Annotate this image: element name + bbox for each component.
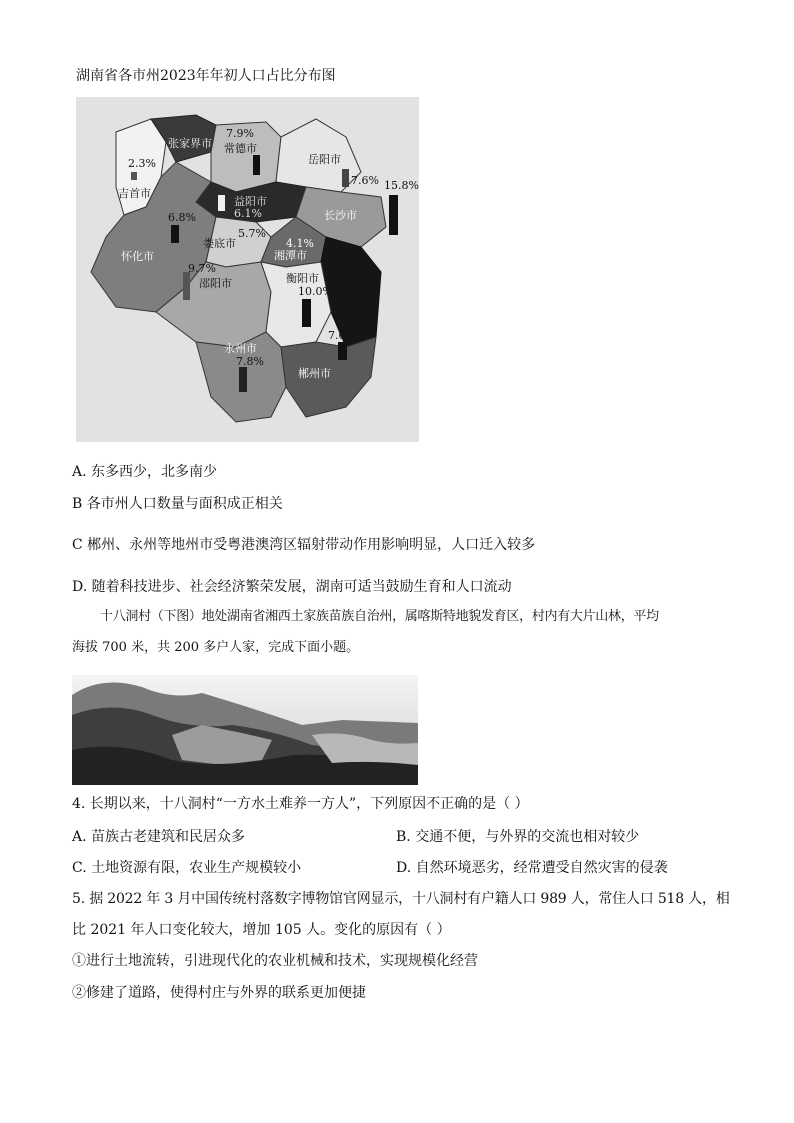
bar-hengyang	[302, 299, 311, 327]
city-pct-shaoyang: 9.7%	[188, 262, 216, 275]
city-label-yongzhou: 永州市	[224, 342, 257, 355]
city-label-chenzhou: 郴州市	[298, 367, 331, 380]
bar-huaihua	[171, 225, 179, 243]
city-label-changde: 常德市	[224, 142, 257, 155]
q4-option-d: D. 自然环境恶劣，经常遭受自然灾害的侵袭	[396, 860, 668, 876]
city-pct-loudi: 5.7%	[238, 227, 266, 240]
q3-option-c: C 郴州、永州等地州市受粤港澳湾区辐射带动作用影响明显，人口迁入较多	[72, 537, 536, 553]
bar-yongzhou	[239, 367, 247, 392]
city-label-jishou: 吉首市	[118, 187, 151, 200]
q5-item-2: ②修建了道路，使得村庄与外界的联系更加便捷	[72, 985, 366, 1001]
q4-option-c: C. 土地资源有限，农业生产规模较小	[72, 860, 302, 876]
q5-stem-line-1: 5. 据 2022 年 3 月中国传统村落数字博物馆官网显示，十八洞村有户籍人口 989 人，常住人口 518 人，相	[72, 891, 730, 907]
city-label-yiyang: 益阳市	[234, 195, 267, 208]
city-pct-xiangtan: 4.1%	[286, 237, 314, 250]
city-pct-changde: 7.9%	[226, 127, 254, 140]
city-pct-hengyang: 10.0%	[298, 285, 333, 298]
q3-option-d: D. 随着科技进步、社会经济繁荣发展，湖南可适当鼓励生育和人口流动	[72, 579, 512, 595]
city-label-changsha: 长沙市	[324, 209, 357, 222]
q4-stem: 4. 长期以来，十八洞村“一方水土难养一方人”，下列原因不正确的是（ ）	[72, 796, 529, 812]
q4-option-a: A. 苗族古老建筑和民居众多	[72, 829, 246, 845]
bar-jishou	[131, 172, 137, 180]
bar-yueyang	[342, 169, 349, 187]
map-title: 湖南省各市州2023年年初人口占比分布图	[76, 68, 336, 84]
passage-line-1: 十八洞村（下图）地处湖南省湘西土家族苗族自治州，属喀斯特地貌发育区，村内有大片山林，平均	[100, 609, 659, 624]
city-label-xiangtan: 湘潭市	[274, 249, 307, 262]
city-pct-changsha: 15.8%	[384, 179, 419, 192]
city-pct-yiyang: 6.1%	[234, 207, 262, 220]
q3-option-b: B 各市州人口数量与面积成正相关	[72, 496, 283, 512]
city-pct-yongzhou: 7.8%	[236, 355, 264, 368]
passage-line-2: 海拔 700 米，共 200 多户人家，完成下面小题。	[72, 640, 360, 655]
hunan-population-map	[76, 97, 419, 442]
bar-yiyang	[218, 195, 225, 211]
city-pct-jishou: 2.3%	[128, 157, 156, 170]
city-pct-huaihua: 6.8%	[168, 211, 196, 224]
bar-chenzhou	[338, 342, 347, 360]
bar-changsha	[389, 195, 398, 235]
bar-shaoyang	[183, 272, 190, 300]
village-photo	[72, 675, 418, 785]
q5-stem-line-2: 比 2021 年人口变化较大，增加 105 人。变化的原因有（ ）	[72, 922, 451, 938]
q5-item-1: ①进行土地流转，引进现代化的农业机械和技术，实现规模化经营	[72, 953, 478, 969]
city-label-zhangjiajie: 张家界市	[168, 137, 212, 150]
bar-changde	[253, 155, 260, 175]
city-pct-yueyang: 7.6%	[351, 174, 379, 187]
city-label-loudi: 娄底市	[203, 237, 236, 250]
city-pct-chenzhou: 7.0%	[328, 329, 356, 342]
city-label-hengyang: 衡阳市	[286, 272, 319, 285]
city-label-yueyang: 岳阳市	[308, 153, 341, 166]
q4-option-b: B. 交通不便，与外界的交流也相对较少	[396, 829, 640, 845]
city-label-shaoyang: 邵阳市	[199, 277, 232, 290]
q3-option-a: A. 东多西少，北多南少	[72, 464, 218, 480]
city-label-huaihua: 怀化市	[121, 250, 154, 263]
